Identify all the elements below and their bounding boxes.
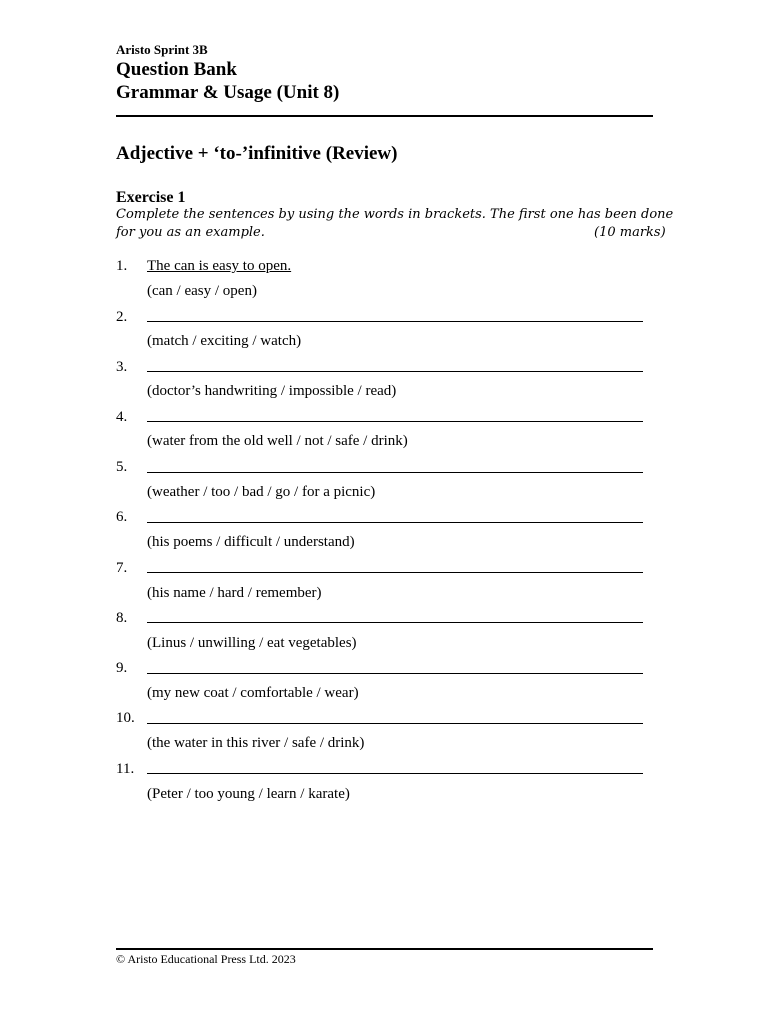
question-prompt: (his name / hard / remember)	[147, 585, 322, 601]
answer-line[interactable]	[147, 773, 643, 774]
question-prompt: (his poems / difficult / understand)	[147, 534, 355, 550]
answer-line[interactable]	[147, 371, 643, 372]
question-prompt: (can / easy / open)	[147, 283, 257, 299]
page-subtitle: Grammar & Usage (Unit 8)	[116, 82, 340, 103]
page-title: Question Bank	[116, 59, 237, 80]
question-number: 3.	[116, 359, 128, 375]
question-prompt: (Peter / too young / learn / karate)	[147, 786, 350, 802]
question-number: 2.	[116, 309, 128, 325]
exercise-marks: (10 marks)	[594, 225, 666, 240]
header-divider	[116, 115, 653, 117]
instruction-line-2: for you as an example.	[116, 225, 265, 240]
question-number: 11.	[116, 761, 135, 777]
answer-line[interactable]	[147, 421, 643, 422]
answer-line[interactable]	[147, 622, 643, 623]
question-number: 7.	[116, 560, 128, 576]
question-prompt: (my new coat / comfortable / wear)	[147, 685, 359, 701]
question-number: 8.	[116, 610, 128, 626]
answer-line[interactable]	[147, 673, 643, 674]
section-title: Adjective + ‘to-’infinitive (Review)	[116, 143, 398, 164]
copyright-footer: © Aristo Educational Press Ltd. 2023	[116, 952, 296, 966]
instruction-line-1: Complete the sentences by using the words in brackets. The first one has been done	[116, 207, 674, 222]
footer-divider	[116, 948, 653, 950]
question-prompt: (match / exciting / watch)	[147, 333, 302, 349]
question-prompt: (Linus / unwilling / eat vegetables)	[147, 635, 357, 651]
answer-line[interactable]	[147, 572, 643, 573]
question-number: 4.	[116, 409, 128, 425]
question-prompt: (doctor’s handwriting / impossible / read)	[147, 383, 397, 399]
exercise-instructions	[116, 206, 673, 242]
question-number: 1.	[116, 258, 128, 274]
question-prompt: (weather / too / bad / go / for a picnic)	[147, 484, 376, 500]
question-prompt: (water from the old well / not / safe / drink)	[147, 433, 408, 449]
question-number: 9.	[116, 660, 128, 676]
question-prompt: (the water in this river / safe / drink)	[147, 735, 365, 751]
question-number: 6.	[116, 509, 128, 525]
question-number: 10.	[116, 710, 135, 726]
example-answer: The can is easy to open.	[147, 258, 292, 274]
exercise-title: Exercise 1	[116, 189, 186, 206]
answer-line[interactable]	[147, 472, 643, 473]
question-number: 5.	[116, 459, 128, 475]
book-title: Aristo Sprint 3B	[116, 42, 208, 57]
answer-line[interactable]	[147, 321, 643, 322]
answer-line[interactable]	[147, 522, 643, 523]
answer-line[interactable]	[147, 723, 643, 724]
